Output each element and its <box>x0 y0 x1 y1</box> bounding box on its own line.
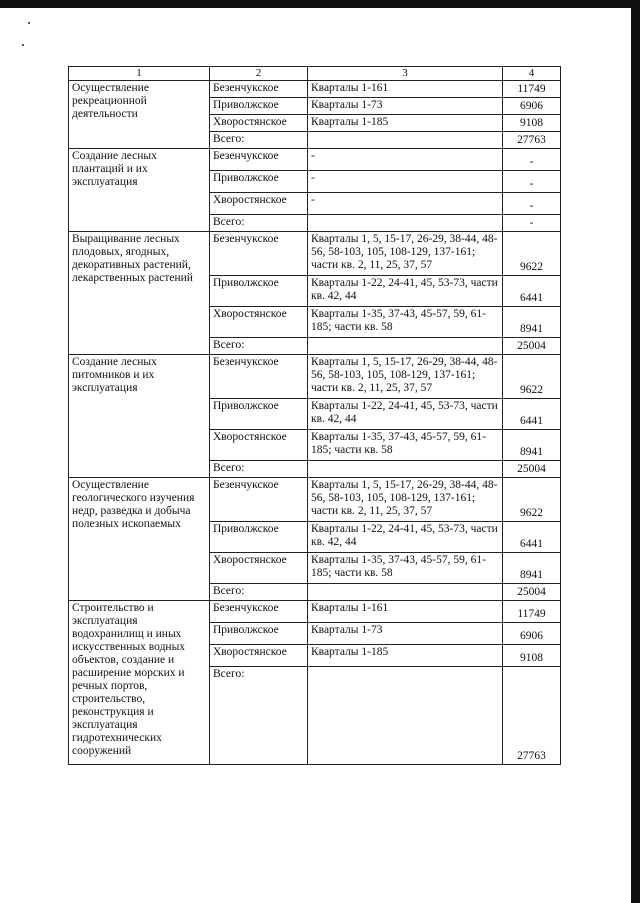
header-row <box>69 67 561 81</box>
forestry-cell: Безенчукское <box>210 601 308 623</box>
total-label-cell: Всего: <box>210 132 308 149</box>
forest-use-table <box>68 66 561 765</box>
quarters-cell: Кварталы 1-73 <box>308 98 503 115</box>
forestry-cell: Безенчукское <box>210 81 308 98</box>
quarters-cell <box>308 667 503 765</box>
area-cell: - <box>503 193 561 215</box>
area-cell: 27763 <box>503 132 561 149</box>
area-cell: 11749 <box>503 81 561 98</box>
header-col-3: 3 <box>308 67 503 81</box>
quarters-cell: Кварталы 1-35, 37-43, 45-57, 59, 61-185; части кв. 58 <box>308 307 503 338</box>
forestry-cell: Хворостянское <box>210 193 308 215</box>
area-cell: 25004 <box>503 338 561 355</box>
area-cell: 9108 <box>503 645 561 667</box>
table-row <box>69 478 561 522</box>
scan-speck <box>28 22 30 24</box>
quarters-cell: - <box>308 149 503 171</box>
area-cell: 8941 <box>503 307 561 338</box>
activity-type-cell: Создание лесных питомников и их эксплуатация <box>69 355 210 478</box>
header-col-1: 1 <box>69 67 210 81</box>
activity-type-cell: Строительство и эксплуатация водохранилищ и иных искусственных водных объектов, создание и расширение морских и речных портов, строительство, реконструкция и эксплуатация гидротехнических сооружений <box>69 601 210 765</box>
area-cell: 9108 <box>503 115 561 132</box>
forestry-cell: Приволжское <box>210 522 308 553</box>
activity-type-cell: Выращивание лесных плодовых, ягодных, декоративных растений, лекарственных растений <box>69 232 210 355</box>
area-cell: 6441 <box>503 276 561 307</box>
header-col-2: 2 <box>210 67 308 81</box>
area-cell: 25004 <box>503 584 561 601</box>
scan-border-right <box>631 0 640 903</box>
forestry-cell: Хворостянское <box>210 553 308 584</box>
quarters-cell: - <box>308 193 503 215</box>
quarters-cell: Кварталы 1-161 <box>308 601 503 623</box>
area-cell: - <box>503 215 561 232</box>
forestry-cell: Приволжское <box>210 623 308 645</box>
forestry-cell: Приволжское <box>210 171 308 193</box>
quarters-cell: Кварталы 1-22, 24-41, 45, 53-73, части кв. 42, 44 <box>308 399 503 430</box>
scan-speck <box>22 44 24 46</box>
table-row <box>69 601 561 623</box>
area-cell: - <box>503 171 561 193</box>
quarters-cell: Кварталы 1-35, 37-43, 45-57, 59, 61-185; части кв. 58 <box>308 553 503 584</box>
total-label-cell: Всего: <box>210 461 308 478</box>
forestry-cell: Приволжское <box>210 399 308 430</box>
forestry-cell: Безенчукское <box>210 149 308 171</box>
quarters-cell: Кварталы 1-161 <box>308 81 503 98</box>
total-label-cell: Всего: <box>210 338 308 355</box>
quarters-cell: Кварталы 1-22, 24-41, 45, 53-73, части кв. 42, 44 <box>308 522 503 553</box>
scan-border-top <box>0 0 640 8</box>
forestry-cell: Хворостянское <box>210 115 308 132</box>
activity-type-cell: Создание лесных плантаций и их эксплуатация <box>69 149 210 232</box>
area-cell: 25004 <box>503 461 561 478</box>
area-cell: - <box>503 149 561 171</box>
total-label-cell: Всего: <box>210 215 308 232</box>
activity-type-cell: Осуществление рекреационной деятельности <box>69 81 210 149</box>
table-row <box>69 232 561 276</box>
quarters-cell <box>308 215 503 232</box>
area-cell: 9622 <box>503 232 561 276</box>
area-cell: 6441 <box>503 399 561 430</box>
activity-type-cell: Осуществление геологического изучения недр, разведка и добыча полезных ископаемых <box>69 478 210 601</box>
area-cell: 9622 <box>503 355 561 399</box>
quarters-cell <box>308 461 503 478</box>
forestry-cell: Безенчукское <box>210 232 308 276</box>
area-cell: 27763 <box>503 667 561 765</box>
forestry-cell: Приволжское <box>210 98 308 115</box>
area-cell: 8941 <box>503 553 561 584</box>
quarters-cell: Кварталы 1, 5, 15-17, 26-29, 38-44, 48-56, 58-103, 105, 108-129, 137-161; части кв. 2, 11, 25, 37, 57 <box>308 232 503 276</box>
area-cell: 9622 <box>503 478 561 522</box>
forestry-cell: Хворостянское <box>210 645 308 667</box>
area-cell: 6441 <box>503 522 561 553</box>
quarters-cell: Кварталы 1-35, 37-43, 45-57, 59, 61-185; части кв. 58 <box>308 430 503 461</box>
quarters-cell: Кварталы 1-185 <box>308 645 503 667</box>
quarters-cell: Кварталы 1, 5, 15-17, 26-29, 38-44, 48-56, 58-103, 105, 108-129, 137-161; части кв. 2, 11, 25, 37, 57 <box>308 478 503 522</box>
quarters-cell: Кварталы 1-22, 24-41, 45, 53-73, части кв. 42, 44 <box>308 276 503 307</box>
forestry-cell: Безенчукское <box>210 355 308 399</box>
header-col-4: 4 <box>503 67 561 81</box>
quarters-cell <box>308 338 503 355</box>
table-row <box>69 355 561 399</box>
area-cell: 11749 <box>503 601 561 623</box>
quarters-cell: - <box>308 171 503 193</box>
table-row <box>69 149 561 171</box>
total-label-cell: Всего: <box>210 667 308 765</box>
forestry-cell: Хворостянское <box>210 307 308 338</box>
quarters-cell: Кварталы 1, 5, 15-17, 26-29, 38-44, 48-56, 58-103, 105, 108-129, 137-161; части кв. 2, 11, 25, 37, 57 <box>308 355 503 399</box>
quarters-cell <box>308 132 503 149</box>
area-cell: 8941 <box>503 430 561 461</box>
quarters-cell <box>308 584 503 601</box>
area-cell: 6906 <box>503 98 561 115</box>
total-label-cell: Всего: <box>210 584 308 601</box>
quarters-cell: Кварталы 1-73 <box>308 623 503 645</box>
forestry-cell: Хворостянское <box>210 430 308 461</box>
forestry-cell: Приволжское <box>210 276 308 307</box>
forestry-cell: Безенчукское <box>210 478 308 522</box>
table-row <box>69 81 561 98</box>
quarters-cell: Кварталы 1-185 <box>308 115 503 132</box>
area-cell: 6906 <box>503 623 561 645</box>
table-body <box>69 81 561 765</box>
